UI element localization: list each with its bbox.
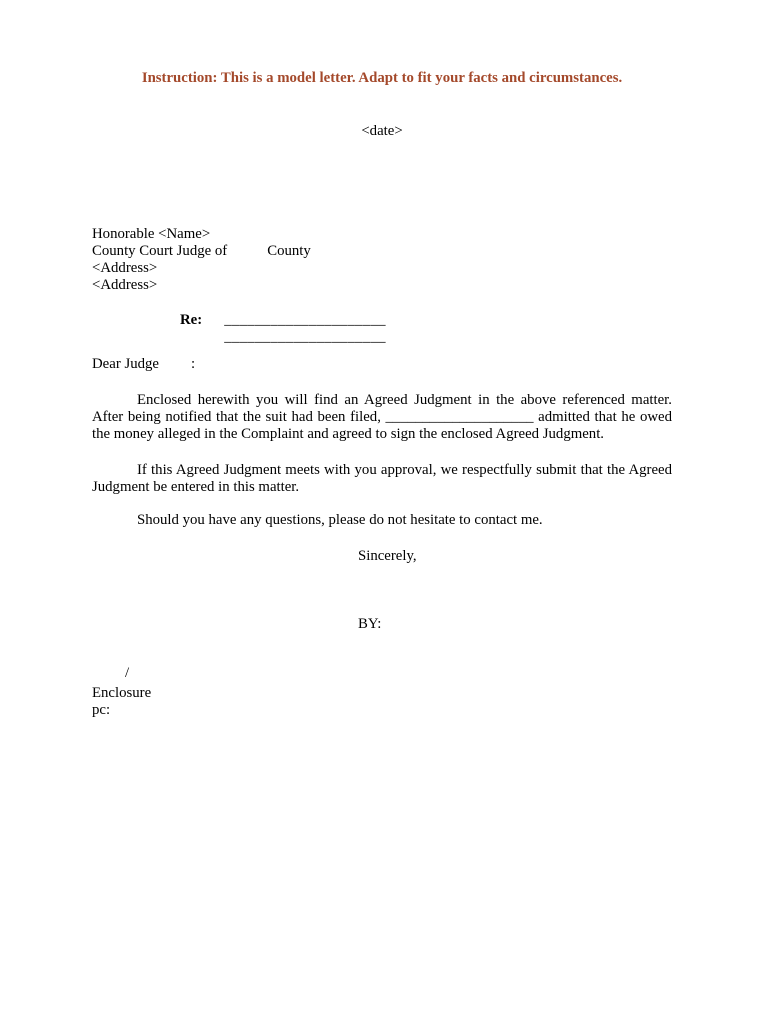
- recipient-address-line-2: <Address>: [92, 277, 158, 293]
- by-label: BY:: [358, 616, 382, 632]
- recipient-title-left: County Court Judge of: [92, 243, 228, 259]
- recipient-title-right: County: [267, 243, 311, 259]
- typist-initials-slash: /: [125, 665, 130, 681]
- recipient-name-line: Honorable <Name>: [92, 226, 211, 242]
- pc-label: pc:: [92, 702, 111, 718]
- instruction-banner: Instruction: This is a model letter. Adapt to fit your facts and circumstances.: [141, 70, 623, 86]
- body-paragraph-1: Enclosed herewith you will find an Agreed Judgment in the above referenced matter. After being notified that the suit had been filed, ____________________ admitted that he owed the money alleged in the Complaint and agreed to sign the enclosed Agreed Judgment.: [92, 392, 672, 442]
- body-paragraph-3: Should you have any questions, please do not hesitate to contact me.: [137, 512, 543, 528]
- re-block: [92, 312, 672, 346]
- re-blank-line-1: _____________________: [224, 312, 386, 328]
- recipient-title-line: [92, 243, 672, 260]
- enclosure-label: Enclosure: [92, 685, 152, 701]
- re-blank-lines: [224, 312, 386, 346]
- salutation-colon: :: [190, 356, 196, 372]
- re-label: Re:: [180, 312, 203, 328]
- closing-line: Sincerely,: [358, 548, 417, 564]
- body-paragraph-2: If this Agreed Judgment meets with you approval, we respectfully submit that the Agreed Judgment be entered in this matter.: [92, 462, 672, 495]
- date-placeholder: <date>: [361, 123, 403, 139]
- recipient-address-block: [92, 226, 672, 294]
- re-blank-line-2: _____________________: [224, 329, 386, 345]
- salutation-text: Dear Judge: [92, 356, 159, 372]
- salutation-line: [92, 356, 672, 373]
- recipient-address-line-1: <Address>: [92, 260, 158, 276]
